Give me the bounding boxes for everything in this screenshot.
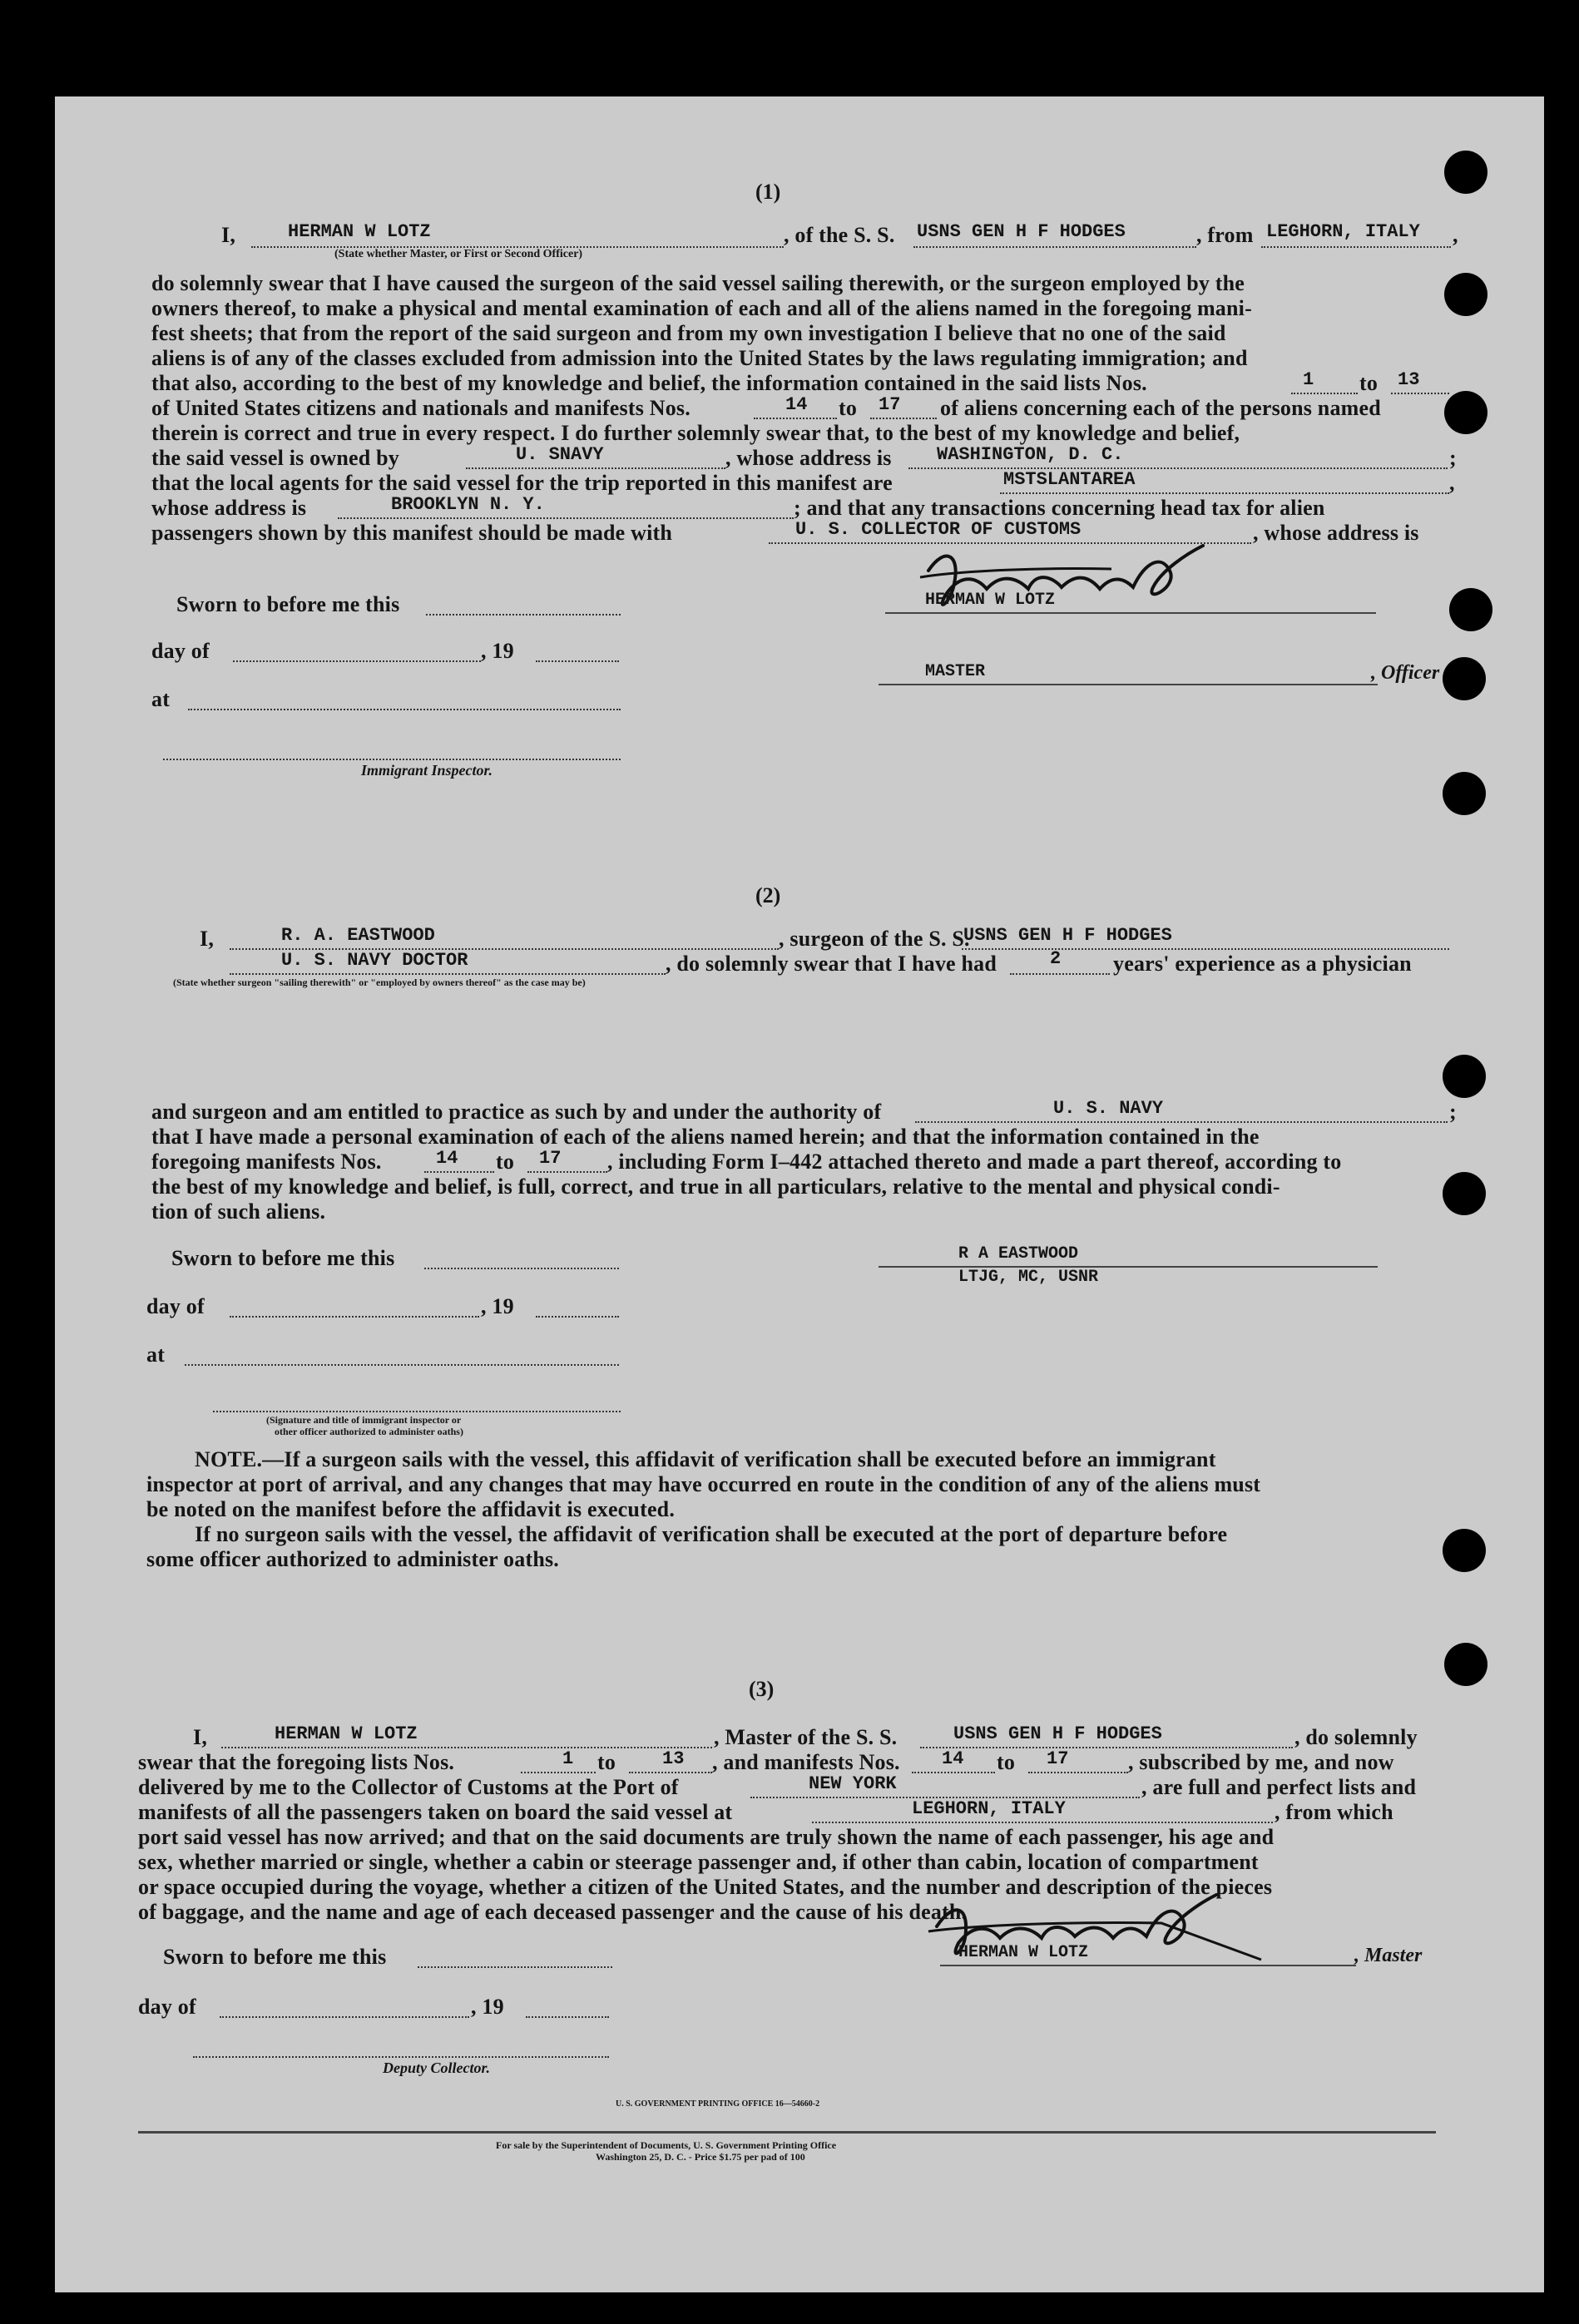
vessel-line xyxy=(962,948,1449,950)
semicolon: ; xyxy=(1449,446,1457,470)
port-departure-field: LEGHORN, ITALY xyxy=(912,1798,1066,1819)
surgeon-caption: (State whether surgeon "sailing therewith" or "employed by owners thereof" as the case may be) xyxy=(173,977,586,988)
oath-line: and surgeon and am entitled to practice as such by and under the authority of xyxy=(151,1100,882,1124)
lists-to-line xyxy=(1391,393,1449,394)
master-name-field: HERMAN W LOTZ xyxy=(275,1723,418,1744)
authority-line xyxy=(915,1121,1448,1123)
note-line: some officer authorized to administer oaths. xyxy=(146,1547,559,1571)
manifests-from-field: 14 xyxy=(436,1148,458,1169)
to-label: to xyxy=(1359,371,1379,395)
agents-line xyxy=(1000,492,1449,494)
day-line xyxy=(230,1316,479,1318)
oath-line: passengers shown by this manifest should be made with xyxy=(151,521,673,545)
manifests-from-line xyxy=(912,1772,995,1773)
owner-line xyxy=(466,467,725,469)
owner-field: U. SNAVY xyxy=(516,444,604,465)
to-label: to xyxy=(597,1750,616,1774)
punch-hole xyxy=(1443,1055,1486,1098)
from-label: , from xyxy=(1196,223,1254,247)
oath-line: aliens is of any of the classes excluded from admission into the United States by the laws regulating immigration; and xyxy=(151,346,1248,370)
comma: , xyxy=(1453,223,1458,247)
sworn-line xyxy=(426,614,621,616)
oath-line: of aliens concerning each of the persons named xyxy=(940,396,1381,420)
officer-caption: (Signature and title of immigrant inspector or xyxy=(266,1414,462,1426)
oath-line: owners thereof, to make a physical and mental examination of each and all of the aliens named in the foregoing mani- xyxy=(151,296,1252,320)
oath-line: the best of my knowledge and belief, is full, correct, and true in all particulars, relative to the mental and physical condi- xyxy=(151,1174,1280,1199)
oath-line: , do solemnly xyxy=(1294,1725,1418,1749)
owner-address-field: WASHINGTON, D. C. xyxy=(937,444,1124,465)
port-arrival-field: NEW YORK xyxy=(809,1773,897,1794)
master-signature xyxy=(895,537,1245,629)
pronoun: I, xyxy=(193,1725,208,1749)
punch-hole xyxy=(1443,772,1486,815)
oath-line: whose address is xyxy=(151,496,307,520)
inspector-line xyxy=(163,759,621,760)
oath-line: that also, according to the best of my knowledge and belief, the information contained in the said lists Nos. xyxy=(151,371,1147,395)
surgeon-name-field: R. A. EASTWOOD xyxy=(281,925,435,946)
vessel-line xyxy=(920,1747,1293,1748)
section-3-number: (3) xyxy=(749,1677,775,1701)
day-line xyxy=(220,2016,469,2018)
oath-line: of baggage, and the name and age of each deceased passenger and the cause of his death. xyxy=(138,1900,968,1924)
agents-address-line xyxy=(338,517,794,519)
oath-line: , are full and perfect lists and xyxy=(1141,1775,1417,1799)
gpo-line: U. S. GOVERNMENT PRINTING OFFICE 16—54660-2 xyxy=(616,2099,820,2109)
of-ss-label: , of the S. S. xyxy=(784,223,895,247)
officer-caption: other officer authorized to administer oaths) xyxy=(275,1426,463,1437)
officer-title-field: MASTER xyxy=(925,662,986,681)
section-2-number: (2) xyxy=(755,883,781,907)
collector-field: U. S. COLLECTOR OF CUSTOMS xyxy=(795,519,1082,540)
surgeon-rank: LTJG, MC, USNR xyxy=(958,1268,1099,1287)
oath-line: swear that the foregoing lists Nos. xyxy=(138,1750,455,1774)
document-page xyxy=(55,96,1544,2292)
vessel-field: USNS GEN H F HODGES xyxy=(963,925,1172,946)
manifests-to-field: 17 xyxy=(1047,1748,1069,1769)
day-of-label: day of xyxy=(138,1995,196,2019)
sworn-label: Sworn to before me this xyxy=(176,592,400,616)
note-line: be noted on the manifest before the affidavit is executed. xyxy=(146,1497,676,1521)
authorized-officer-line xyxy=(213,1411,621,1412)
oath-line: tion of such aliens. xyxy=(151,1199,326,1224)
footer-rule xyxy=(138,2131,1436,2134)
oath-line: , subscribed by me, and now xyxy=(1128,1750,1394,1774)
year-line xyxy=(536,1316,619,1318)
note-line: NOTE.—If a surgeon sails with the vessel, this affidavit of verification shall be executed before an immigrant xyxy=(195,1447,1216,1471)
punch-hole xyxy=(1443,657,1486,700)
inspector-caption: Immigrant Inspector. xyxy=(361,762,493,779)
year-label: , 19 xyxy=(471,1995,504,2019)
oath-line: the said vessel is owned by xyxy=(151,446,399,470)
at-line xyxy=(188,709,621,710)
section-1-number: (1) xyxy=(755,180,781,204)
oath-line: of United States citizens and nationals and manifests Nos. xyxy=(151,396,691,420)
lists-from-field: 1 xyxy=(1303,369,1314,390)
note-line: If no surgeon sails with the vessel, the affidavit of verification shall be executed at the port of departure before xyxy=(195,1522,1228,1546)
manifests-from-line xyxy=(424,1171,494,1173)
lists-to-field: 13 xyxy=(662,1748,685,1769)
oath-line: , and manifests Nos. xyxy=(712,1750,900,1774)
oath-line: or space occupied during the voyage, whether a citizen of the United States, and the number and description of the pieces xyxy=(138,1875,1273,1899)
day-of-label: day of xyxy=(146,1294,205,1318)
year-label: , 19 xyxy=(481,639,514,663)
oath-line: , whose address is xyxy=(1253,521,1419,545)
oath-line: foregoing manifests Nos. xyxy=(151,1150,382,1174)
punch-hole xyxy=(1443,1172,1486,1215)
manifests-to-field: 17 xyxy=(879,394,901,415)
oath-line: therein is correct and true in every respect. I do further solemnly swear that, to the best of my knowledge and belief, xyxy=(151,421,1240,445)
collector-caption: Deputy Collector. xyxy=(383,2059,490,2076)
oath-line: that I have made a personal examination of each of the aliens named herein; and that the information contained in the xyxy=(151,1125,1260,1149)
oath-line: that the local agents for the said vessel for the trip reported in this manifest are xyxy=(151,471,893,495)
owner-address-line xyxy=(908,467,1448,469)
at-line xyxy=(185,1364,619,1366)
years-field: 2 xyxy=(1050,948,1062,969)
punch-hole xyxy=(1444,273,1487,316)
manifests-from-line xyxy=(754,418,837,419)
port-field: LEGHORN, ITALY xyxy=(1266,221,1420,242)
punch-hole xyxy=(1449,588,1492,631)
oath-line: , whose address is xyxy=(725,446,892,470)
punch-hole xyxy=(1443,1529,1486,1572)
oath-line: , do solemnly swear that I have had xyxy=(666,952,997,976)
to-label: to xyxy=(839,396,858,420)
sworn-line xyxy=(418,1966,612,1968)
surgeon-type-line xyxy=(230,973,666,975)
vessel-field: USNS GEN H F HODGES xyxy=(953,1723,1162,1744)
port-line xyxy=(1261,246,1451,248)
manifests-from-field: 14 xyxy=(785,394,808,415)
master-of-label: , Master of the S. S. xyxy=(714,1725,898,1749)
sale-line: For sale by the Superintendent of Documents, U. S. Government Printing Office xyxy=(496,2139,837,2151)
oath-line: , including Form I–442 attached thereto and made a part thereof, according to xyxy=(607,1150,1342,1174)
punch-hole xyxy=(1444,151,1487,194)
manifests-to-line xyxy=(527,1171,607,1173)
manifests-from-field: 14 xyxy=(942,1748,964,1769)
oath-line: port said vessel has now arrived; and that on the said documents are truly shown the name of each passenger, his age and xyxy=(138,1825,1275,1849)
sale-line: Washington 25, D. C. - Price $1.75 per pad of 100 xyxy=(596,2151,805,2163)
lists-to-line xyxy=(629,1772,712,1773)
at-label: at xyxy=(146,1342,166,1367)
oath-line: sex, whether married or single, whether a cabin or steerage passenger and, if other than cabin, location of compartment xyxy=(138,1850,1259,1874)
officer-line xyxy=(879,684,1378,685)
vessel-field: USNS GEN H F HODGES xyxy=(917,221,1126,242)
surgeon-signature-name: R A EASTWOOD xyxy=(958,1244,1079,1263)
pronoun: I, xyxy=(221,223,236,247)
semicolon: ; xyxy=(1449,1100,1457,1124)
at-label: at xyxy=(151,687,171,711)
master-signature xyxy=(912,1885,1270,1976)
oath-line: ; and that any transactions concerning head tax for alien xyxy=(794,496,1325,520)
manifests-to-line xyxy=(1028,1772,1128,1773)
signature-line xyxy=(879,1266,1378,1268)
sworn-label: Sworn to before me this xyxy=(163,1945,387,1969)
surgeon-type-field: U. S. NAVY DOCTOR xyxy=(281,950,468,971)
year-line xyxy=(526,2016,609,2018)
oath-line: delivered by me to the Collector of Customs at the Port of xyxy=(138,1775,679,1799)
master-name-field: HERMAN W LOTZ xyxy=(288,221,431,242)
signature-line xyxy=(940,1965,1356,1966)
surgeon-of-label: , surgeon of the S. S. xyxy=(779,927,970,951)
lists-to-field: 13 xyxy=(1398,369,1420,390)
manifests-to-field: 17 xyxy=(539,1148,562,1169)
to-label: to xyxy=(997,1750,1016,1774)
punch-hole xyxy=(1444,391,1487,434)
officer-label: , Officer xyxy=(1371,662,1440,684)
oath-line: , from which xyxy=(1275,1800,1393,1824)
vessel-line xyxy=(913,246,1196,248)
pronoun: I, xyxy=(200,927,215,951)
name-caption: (State whether Master, or First or Second Officer) xyxy=(334,248,583,260)
manifests-to-line xyxy=(870,418,937,419)
port-departure-line xyxy=(812,1822,1273,1823)
lists-from-line xyxy=(521,1772,596,1773)
sworn-label: Sworn to before me this xyxy=(171,1246,395,1270)
punch-hole xyxy=(1444,1643,1487,1686)
oath-line: years' experience as a physician xyxy=(1113,952,1412,976)
collector-line xyxy=(193,2056,609,2058)
agents-field: MSTSLANTAREA xyxy=(1003,469,1136,490)
lists-from-field: 1 xyxy=(562,1748,574,1769)
oath-line: do solemnly swear that I have caused the surgeon of the said vessel sailing therewith, or the surgeon employed by the xyxy=(151,271,1245,295)
year-line xyxy=(536,660,619,662)
signature-line xyxy=(885,612,1376,614)
oath-line: fest sheets; that from the report of the said surgeon and from my own investigation I believe that no one of the said xyxy=(151,321,1226,345)
agents-address-field: BROOKLYN N. Y. xyxy=(391,494,545,515)
authority-field: U. S. NAVY xyxy=(1053,1098,1164,1119)
master-signature-name: HERMAN W LOTZ xyxy=(925,591,1056,610)
year-label: , 19 xyxy=(481,1294,514,1318)
note-line: inspector at port of arrival, and any changes that may have occurred en route in the condition of any of the aliens must xyxy=(146,1472,1261,1496)
comma: , xyxy=(1449,471,1455,495)
years-line xyxy=(1010,973,1110,975)
master-name-line xyxy=(221,1747,712,1748)
master-signature-name: HERMAN W LOTZ xyxy=(958,1943,1089,1962)
sworn-line xyxy=(424,1268,619,1269)
to-label: to xyxy=(496,1150,515,1174)
day-of-label: day of xyxy=(151,639,210,663)
day-line xyxy=(233,660,481,662)
lists-from-line xyxy=(1291,393,1358,394)
oath-line: manifests of all the passengers taken on board the said vessel at xyxy=(138,1800,733,1824)
master-label: , Master xyxy=(1354,1945,1423,1966)
